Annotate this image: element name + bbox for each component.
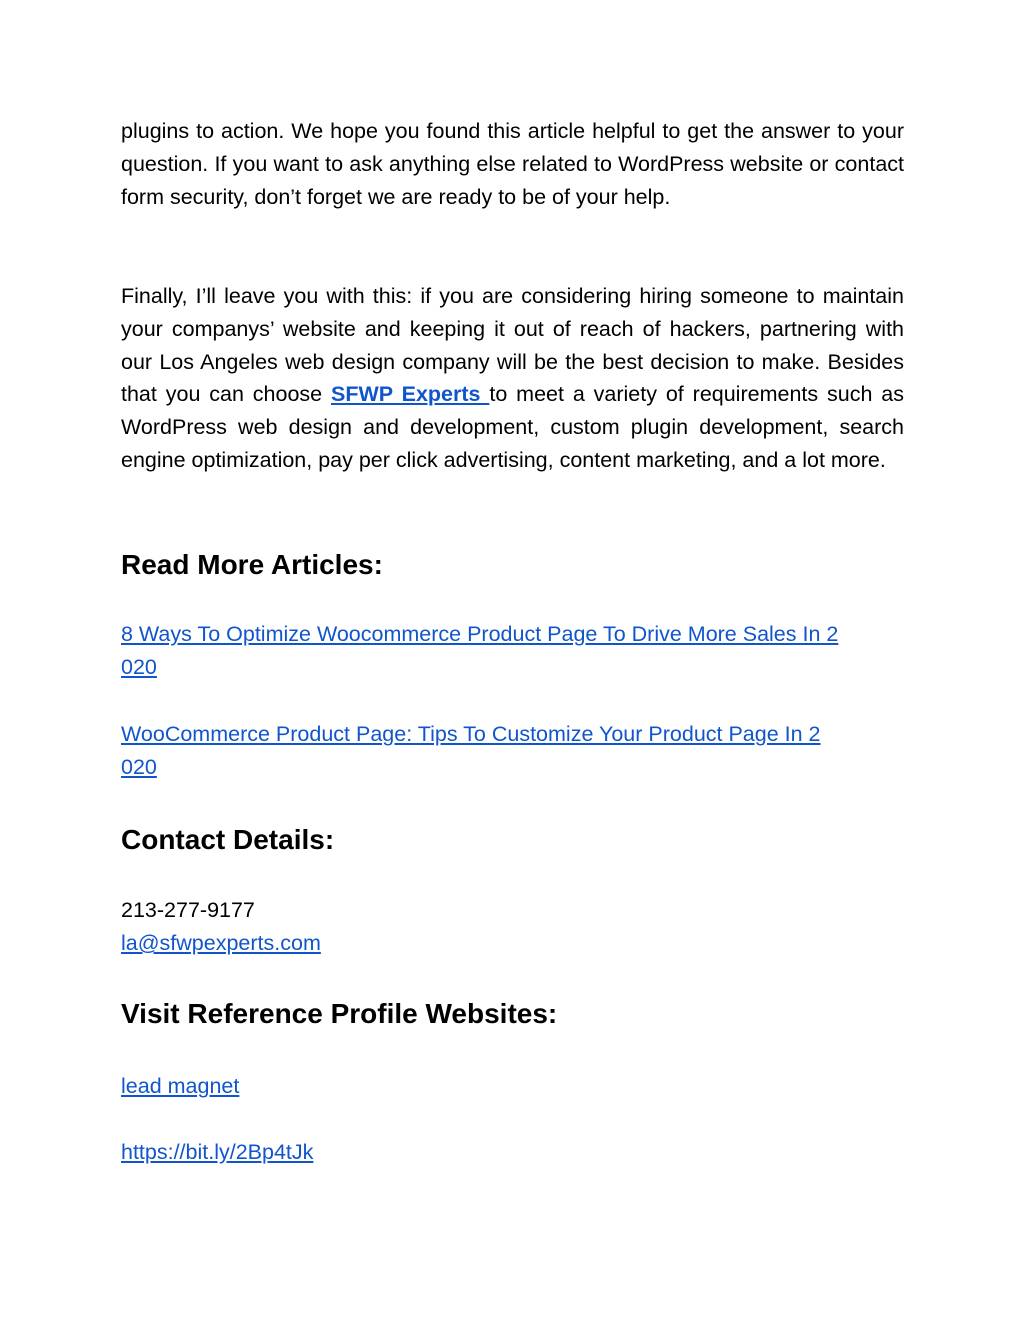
article-link-2-line2: 020 <box>121 755 157 779</box>
final-paragraph-text-start: Finally, I’ll leave you with this: if you are considering hiring someone to maintain your companys’ website and keeping it out of reach of hackers, partnering with our Los Angeles web design company will be the best decision to make. Besides that you can choose <box>121 284 904 407</box>
reference-link-2-row <box>121 1136 313 1169</box>
article-link-1-block <box>121 618 921 684</box>
article-link-2-line1: WooCommerce Product Page: Tips To Customize Your Product Page In 2 <box>121 722 821 746</box>
article-link-1-line2: 020 <box>121 655 157 679</box>
read-more-heading: Read More Articles: <box>121 549 383 580</box>
short-url-link[interactable]: https://bit.ly/2Bp4tJk <box>121 1140 314 1164</box>
reference-link-1-row <box>121 1070 239 1103</box>
final-paragraph-text-end: to meet a variety of requirements such as WordPress web design and development, custom plugin development, search engine optimization, pay per click advertising, content marketing, and a lot more. <box>121 382 904 472</box>
article-link-1[interactable] <box>121 622 838 679</box>
reference-heading: Visit Reference Profile Websites: <box>121 998 558 1029</box>
article-link-2-block <box>121 718 921 784</box>
lead-magnet-link[interactable]: lead magnet <box>121 1074 240 1098</box>
closing-paragraph: plugins to action. We hope you found this article helpful to get the answer to your question. If you want to ask anything else related to WordPress website or contact form security, don’t forget we are ready to be of your help. <box>121 119 904 209</box>
article-link-1-line1: 8 Ways To Optimize Woocommerce Product Page To Drive More Sales In 2 <box>121 622 839 646</box>
contact-heading: Contact Details: <box>121 824 335 855</box>
contact-phone: 213-277-9177 <box>121 898 255 922</box>
article-link-2[interactable] <box>121 722 821 779</box>
final-paragraph <box>121 280 904 477</box>
contact-email-link[interactable]: la@sfwpexperts.com <box>121 931 321 955</box>
sfwp-experts-link[interactable]: SFWP Experts <box>331 382 490 407</box>
contact-details <box>121 894 321 960</box>
